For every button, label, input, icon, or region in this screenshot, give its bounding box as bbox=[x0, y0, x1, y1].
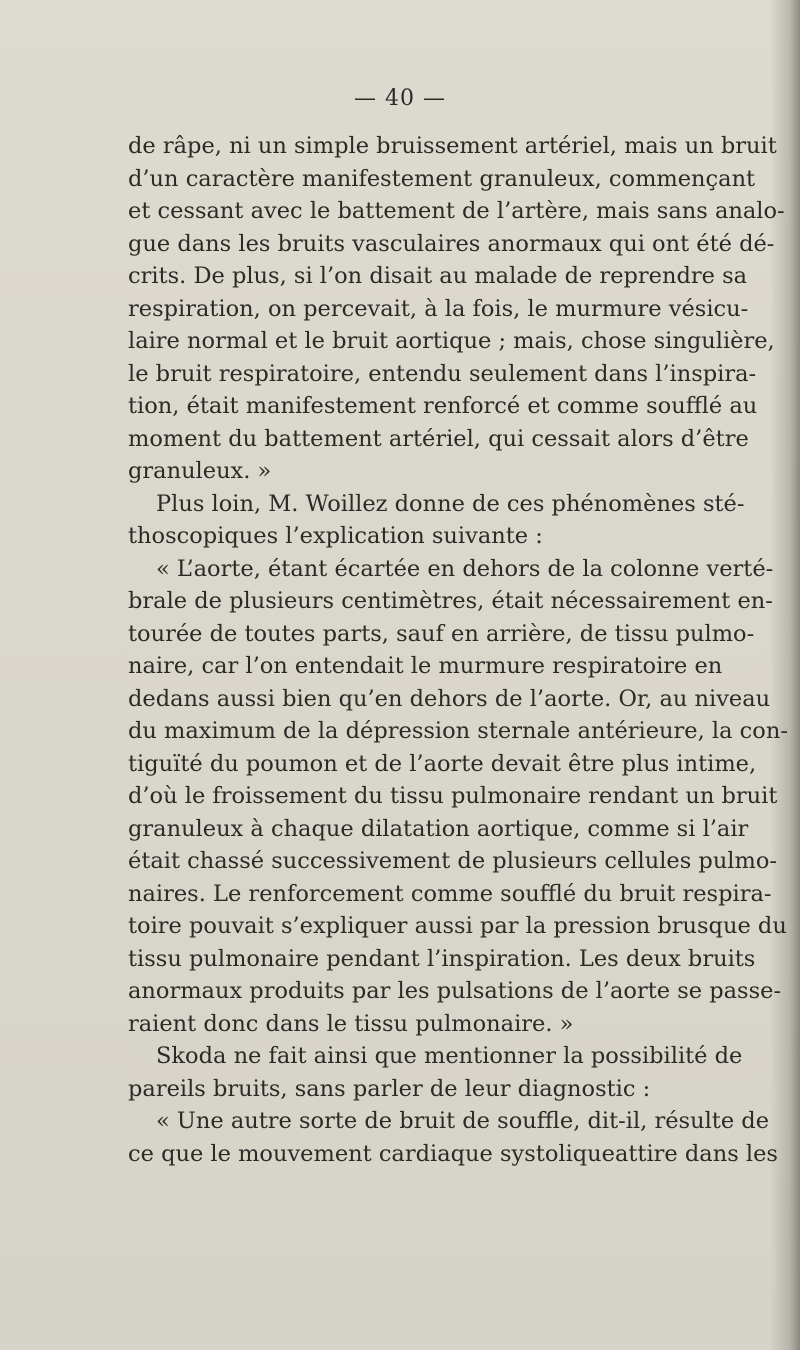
text-line: le bruit respiratoire, entendu seulement dans l’inspira- bbox=[128, 360, 757, 387]
text-line: tissu pulmonaire pendant l’inspiration. Les deux bruits bbox=[128, 945, 756, 972]
text-line: naire, car l’on entendait le murmure respiratoire en bbox=[128, 653, 723, 679]
text-line: gue dans les bruits vasculaires anormaux qui ont été dé- bbox=[128, 230, 775, 257]
text-line: était chassé successivement de plusieurs cellules pulmo- bbox=[128, 848, 777, 874]
text-line: tourée de toutes parts, sauf en arrière, de tissu pulmo- bbox=[128, 620, 755, 647]
text-line: de râpe, ni un simple bruissement artériel, mais un bruit bbox=[128, 133, 777, 159]
text-line: pareils bruits, sans parler de leur diagnostic : bbox=[128, 1075, 651, 1102]
text-line: moment du battement artériel, qui cessait alors d’être bbox=[128, 425, 749, 452]
text-line: « L’aorte, étant écartée en dehors de la colonne verté- bbox=[156, 555, 774, 582]
text-line: brale de plusieurs centimètres, était nécessairement en- bbox=[128, 588, 773, 614]
text-line: granuleux à chaque dilatation aortique, comme si l’air bbox=[128, 815, 749, 842]
text-line: granuleux. » bbox=[128, 458, 272, 484]
text-line: Skoda ne fait ainsi que mentionner la possibilité de bbox=[156, 1043, 743, 1069]
text-line: d’un caractère manifestement granuleux, commençant bbox=[128, 165, 756, 192]
text-line: tiguïté du poumon et de l’aorte devait être plus intime, bbox=[128, 750, 757, 777]
text-line: anormaux produits par les pulsations de l’aorte se passe- bbox=[128, 978, 782, 1004]
text-line: toire pouvait s’expliquer aussi par la pression brusque du bbox=[128, 913, 787, 939]
text-line: naires. Le renforcement comme soufflé du bruit respira- bbox=[128, 880, 772, 907]
text-line: « Une autre sorte de bruit de souffle, dit-il, résulte de bbox=[156, 1108, 770, 1134]
text-line: d’où le froissement du tissu pulmonaire rendant un bruit bbox=[128, 783, 778, 809]
page-number: — 40 — bbox=[354, 86, 446, 111]
text-line: Plus loin, M. Woillez donne de ces phénomènes sté- bbox=[156, 490, 745, 517]
text-line: ce que le mouvement cardiaque systoliqueattire dans les bbox=[128, 1140, 778, 1167]
text-line: respiration, on percevait, à la fois, le murmure vésicu- bbox=[128, 295, 749, 322]
text-line: du maximum de la dépression sternale antérieure, la con- bbox=[128, 718, 788, 744]
text-line: raient donc dans le tissu pulmonaire. » bbox=[128, 1010, 574, 1037]
text-line: thoscopiques l’explication suivante : bbox=[128, 523, 543, 549]
text-line: crits. De plus, si l’on disait au malade de reprendre sa bbox=[128, 263, 748, 289]
text-line: dedans aussi bien qu’en dehors de l’aorte. Or, au niveau bbox=[128, 685, 771, 712]
text-line: tion, était manifestement renforcé et comme soufflé au bbox=[128, 393, 758, 419]
text-line: laire normal et le bruit aortique ; mais, chose singulière, bbox=[128, 328, 775, 354]
text-line: et cessant avec le battement de l’artère, mais sans analo- bbox=[128, 198, 785, 224]
body-text bbox=[128, 130, 788, 1170]
